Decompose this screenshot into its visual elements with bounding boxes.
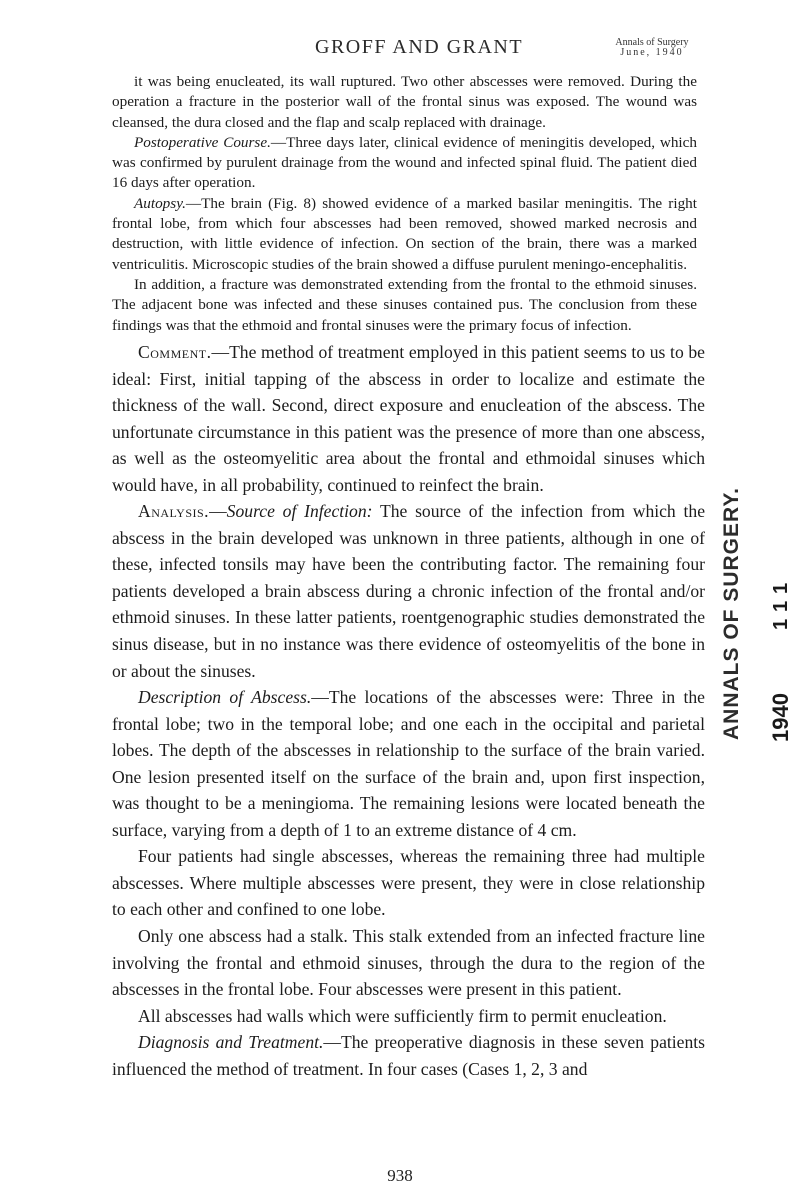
paragraph-text: —Three days later, clinical evidence of meningitis developed, which was confirmed by purulent drainage from the wound and infected spinal fluid. The patient died 16 days after operation. <box>112 133 697 192</box>
paragraph <box>112 275 697 336</box>
running-title: GROFF AND GRANT <box>315 36 524 58</box>
paragraph-heading: Autopsy. <box>134 194 186 212</box>
paragraph-text: Four patients had single abscesses, whereas the remaining three had multiple abscesses. Where multiple abscesses were present, they were in close relationship to each other and confined to one lobe. <box>112 846 705 920</box>
paragraph <box>112 923 705 1003</box>
paragraph <box>112 684 705 843</box>
paragraph-text: Only one abscess had a stalk. This stalk extended from an infected fracture line involving the frontal and ethmoid sinuses, through the dura to the region of the abscesses in the frontal lobe. Four abscesses were present in this patient. <box>112 926 705 1000</box>
paragraph-text: it was being enucleated, its wall ruptured. Two other abscesses were removed. During the operation a fracture in the posterior wall of the frontal sinus was exposed. The wound was cleansed, the dura closed and the flap and scalp replaced with drainage. <box>112 73 697 131</box>
paragraph-text: —The locations of the abscesses were: Three in the frontal lobe; two in the temporal lobe; and one each in the occipital and parietal lobes. The depth of the abscesses in relationship to the surface of the brain varied. One lesion presented itself on the surface of the brain and, upon first inspection, was thought to be a meningioma. The remaining lesions were located beneath the surface, varying from a depth of 1 to an extreme distance of 4 cm. <box>112 687 705 840</box>
stamp-volume: 111 <box>770 574 792 630</box>
paragraph <box>112 1003 705 1030</box>
paragraph <box>112 339 705 498</box>
paragraph-heading: Diagnosis and Treatment. <box>138 1032 324 1053</box>
paragraph-text: In addition, a fracture was demonstrated extending from the frontal to the ethmoid sinuses. The adjacent bone was infected and these sinuses contained pus. The conclusion from these findings was that the ethmoid and frontal sinuses were the primary focus of infection. <box>112 275 697 334</box>
stamp-journal-text: ANNALS OF SURGERY. <box>720 487 743 740</box>
paragraph <box>112 194 697 275</box>
paragraph-text: —The brain (Fig. 8) showed evidence of a marked basilar meningitis. The right frontal lobe, from which four abscesses had been removed, showed marked necrosis and destruction, with little evidence of infection. On section of the brain, there was a marked ventriculitis. Microscopic studies of the brain showed a diffuse purulent meningo-encephalitis. <box>112 194 697 273</box>
page-header <box>0 22 800 62</box>
paragraph-text: —The method of treatment employed in this patient seems to us to be ideal: First, initial tapping of the abscess in order to localize and estimate the thickness of the wall. Second, direct exposure and enucleation of the abscess. The unfortunate circumstance in this patient was the presence of more than one abscess, as well as the osteomyelitic area about the frontal and ethmoidal sinuses which would have, in all probability, continued to reinfect the brain. <box>112 342 705 495</box>
paragraph-text: The source of the infection from which the abscess in the brain developed was unknown in three patients, although in one of these, infected tonsils may have been the contributing factor. The remaining four patients developed a brain abscess during a chronic infection of the frontal and/or ethmoid sinuses. In these latter patients, roentgenographic studies demonstrated the sinus disease, but in no instance was there evidence of osteomyelitis of the bone in or about the sinuses. <box>112 501 705 681</box>
paragraph <box>112 1029 705 1082</box>
library-stamp <box>718 330 800 750</box>
page-number: 938 <box>387 1166 413 1185</box>
journal-info <box>612 38 692 58</box>
discussion-section <box>112 339 705 1082</box>
paragraph-text: — <box>209 501 227 522</box>
paragraph-text: All abscesses had walls which were sufficiently firm to permit enucleation. <box>138 1005 667 1026</box>
paragraph-heading: Analysis. <box>138 501 210 522</box>
paragraph-heading: Description of Abscess. <box>138 687 312 708</box>
paragraph <box>112 72 697 133</box>
paragraph-heading: Postoperative Course. <box>134 133 271 151</box>
stamp-year: 1940 <box>768 693 793 742</box>
paragraph-heading: Comment. <box>138 342 212 362</box>
paragraph <box>112 498 705 684</box>
journal-date: June, 1940 <box>620 47 684 58</box>
paragraph <box>112 133 697 194</box>
paragraph-heading: Source of Infection: <box>226 501 373 522</box>
journal-name: Annals of Surgery <box>615 37 689 48</box>
case-report-section <box>112 72 697 336</box>
paragraph <box>112 843 705 923</box>
paragraph-text: —The preoperative diagnosis in these seven patients influenced the method of treatment. In four cases (Cases 1, 2, 3 and <box>112 1032 705 1079</box>
